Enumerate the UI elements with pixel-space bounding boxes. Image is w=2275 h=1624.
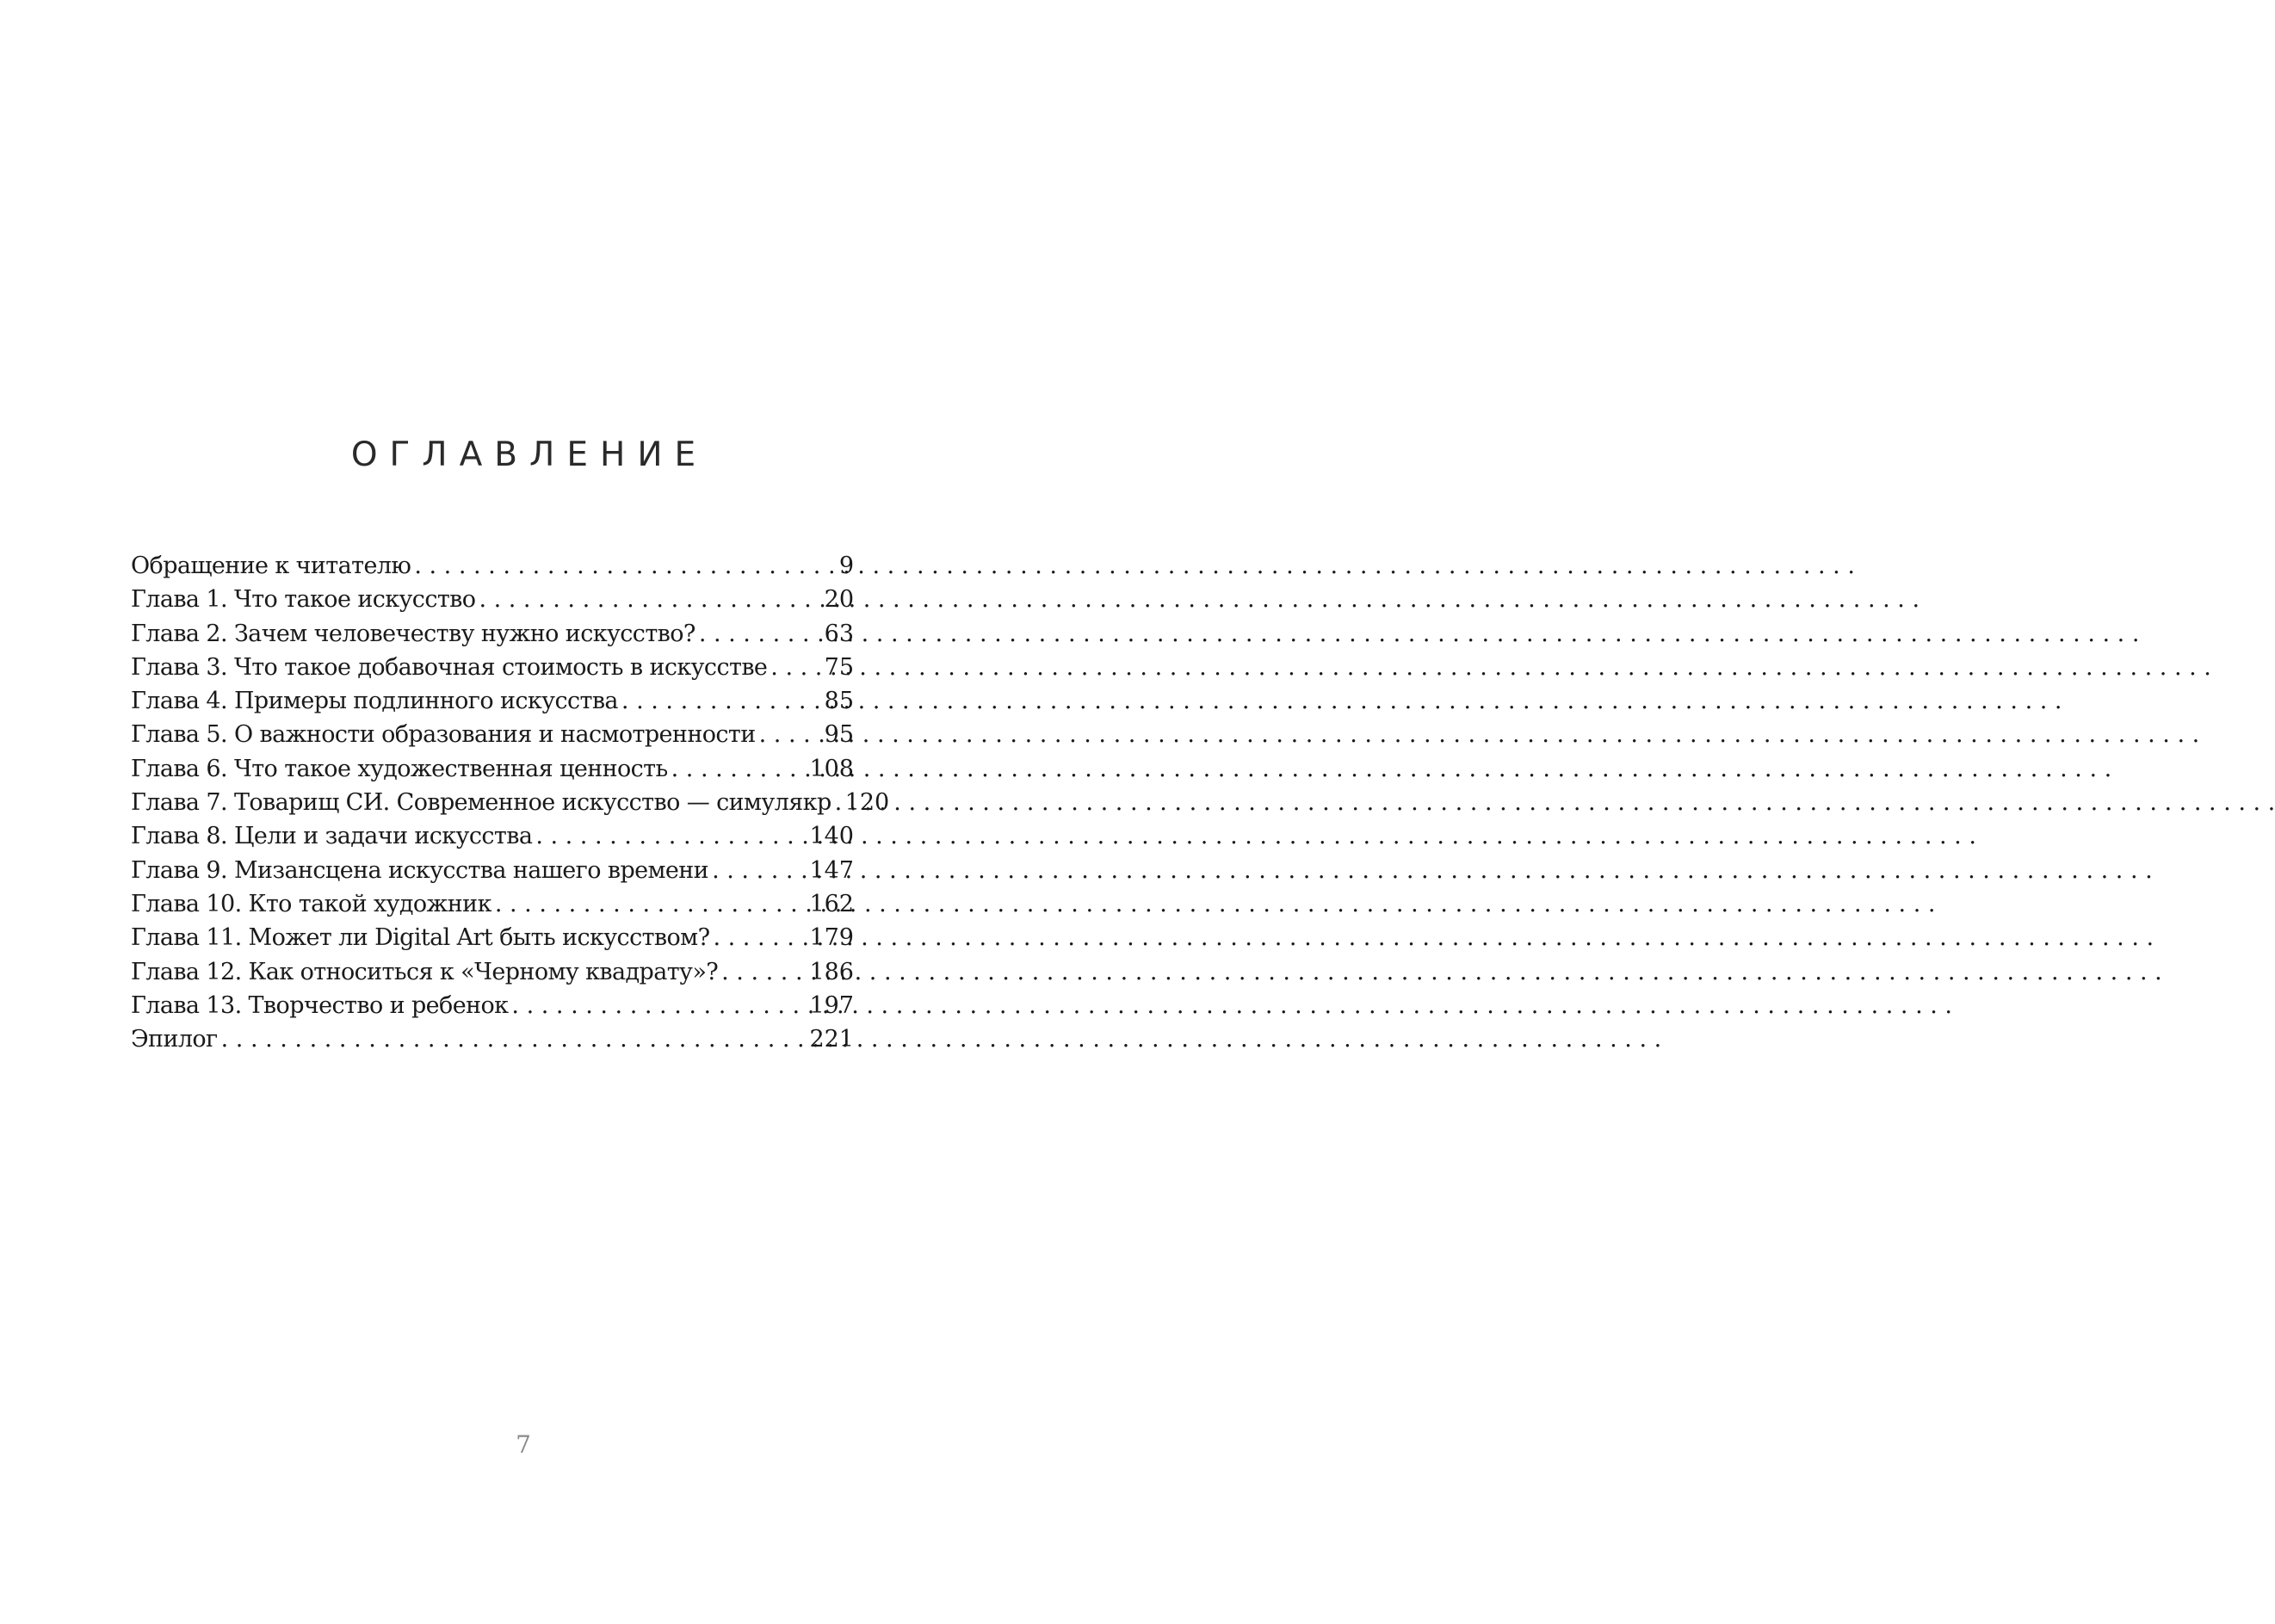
toc-entry-title: Глава 4. Примеры подлинного искусства (131, 688, 618, 715)
toc-entry (131, 786, 890, 819)
toc-leader-dots (671, 752, 807, 786)
toc-leader-dots (495, 887, 807, 921)
toc-entry-page: 108 (809, 755, 854, 782)
toc-entry-title: Глава 13. Творчество и ребенок (131, 991, 509, 1019)
toc-entry (131, 1022, 854, 1056)
toc-heading: ОГЛАВЛЕНИЕ (350, 435, 708, 474)
toc-leader-dots (414, 549, 835, 583)
toc-entry-title: Глава 2. Зачем человечеству нужно искусство? (131, 620, 695, 647)
toc-leader-dots (835, 786, 842, 819)
toc-entry (131, 854, 854, 887)
toc-entry (131, 549, 854, 583)
toc-entry-page: 221 (809, 1026, 854, 1053)
page-number: 7 (516, 1430, 531, 1459)
toc-entry (131, 684, 854, 718)
toc-entry-title: Глава 6. Что такое художественная ценность (131, 755, 668, 782)
toc-entry-page: 9 (838, 553, 854, 579)
toc-entry-title: Глава 7. Товарищ СИ. Современное искусство — симулякр (131, 789, 831, 817)
toc-entry (131, 887, 854, 921)
toc-entry (131, 989, 854, 1022)
book-page (0, 0, 1047, 1624)
toc-entry-title: Глава 5. О важности образования и насмотренности (131, 721, 756, 749)
toc-leader-dots (770, 651, 820, 684)
toc-entry (131, 617, 854, 651)
toc-entry-page: 186 (809, 958, 854, 985)
toc-entry-title: Обращение к читателю (131, 553, 411, 579)
toc-entry-title: Эпилог (131, 1026, 218, 1053)
toc-entry-title: Глава 10. Кто такой художник (131, 890, 491, 917)
toc-entry-page: 197 (809, 991, 854, 1019)
toc-entry-title: Глава 12. Как относиться к «Черному квадрату»? (131, 958, 719, 985)
toc-entry-title: Глава 1. Что такое искусство (131, 586, 476, 614)
toc-leader-dots (699, 617, 821, 651)
toc-leader-dots (621, 684, 821, 718)
toc-entry-page: 63 (824, 620, 854, 647)
toc-entry-page: 162 (809, 890, 854, 917)
toc-leader-dots (221, 1022, 807, 1056)
toc-entry-page: 120 (844, 789, 890, 817)
toc-leader-dots (721, 955, 806, 989)
toc-leader-dots (479, 583, 820, 616)
toc-entry (131, 921, 854, 954)
toc-leader-dots (759, 718, 821, 751)
toc-list (131, 549, 890, 1056)
toc-leader-dots (713, 921, 806, 954)
toc-entry-page: 147 (809, 856, 854, 884)
toc-entry-title: Глава 3. Что такое добавочная стоимость в искусстве (131, 653, 768, 681)
toc-leader-dots (511, 989, 806, 1022)
toc-entry-page: 140 (809, 823, 854, 850)
toc-entry-title: Глава 8. Цели и задачи искусства (131, 823, 533, 850)
toc-entry (131, 752, 854, 786)
toc-entry (131, 819, 854, 853)
toc-entry-title: Глава 9. Мизансцена искусства нашего времени (131, 856, 709, 884)
toc-entry (131, 651, 854, 684)
toc-leader-dots (712, 854, 806, 887)
toc-entry-page: 95 (824, 721, 854, 749)
toc-entry (131, 718, 854, 751)
toc-entry (131, 583, 854, 616)
toc-leader-dots (535, 819, 806, 853)
toc-entry-page: 75 (824, 653, 854, 681)
toc-entry-title: Глава 11. Может ли Digital Art быть искусством? (131, 924, 710, 952)
toc-entry-page: 20 (824, 586, 854, 614)
toc-entry (131, 955, 854, 989)
toc-entry-page: 85 (824, 688, 854, 715)
toc-entry-page: 179 (809, 924, 854, 952)
